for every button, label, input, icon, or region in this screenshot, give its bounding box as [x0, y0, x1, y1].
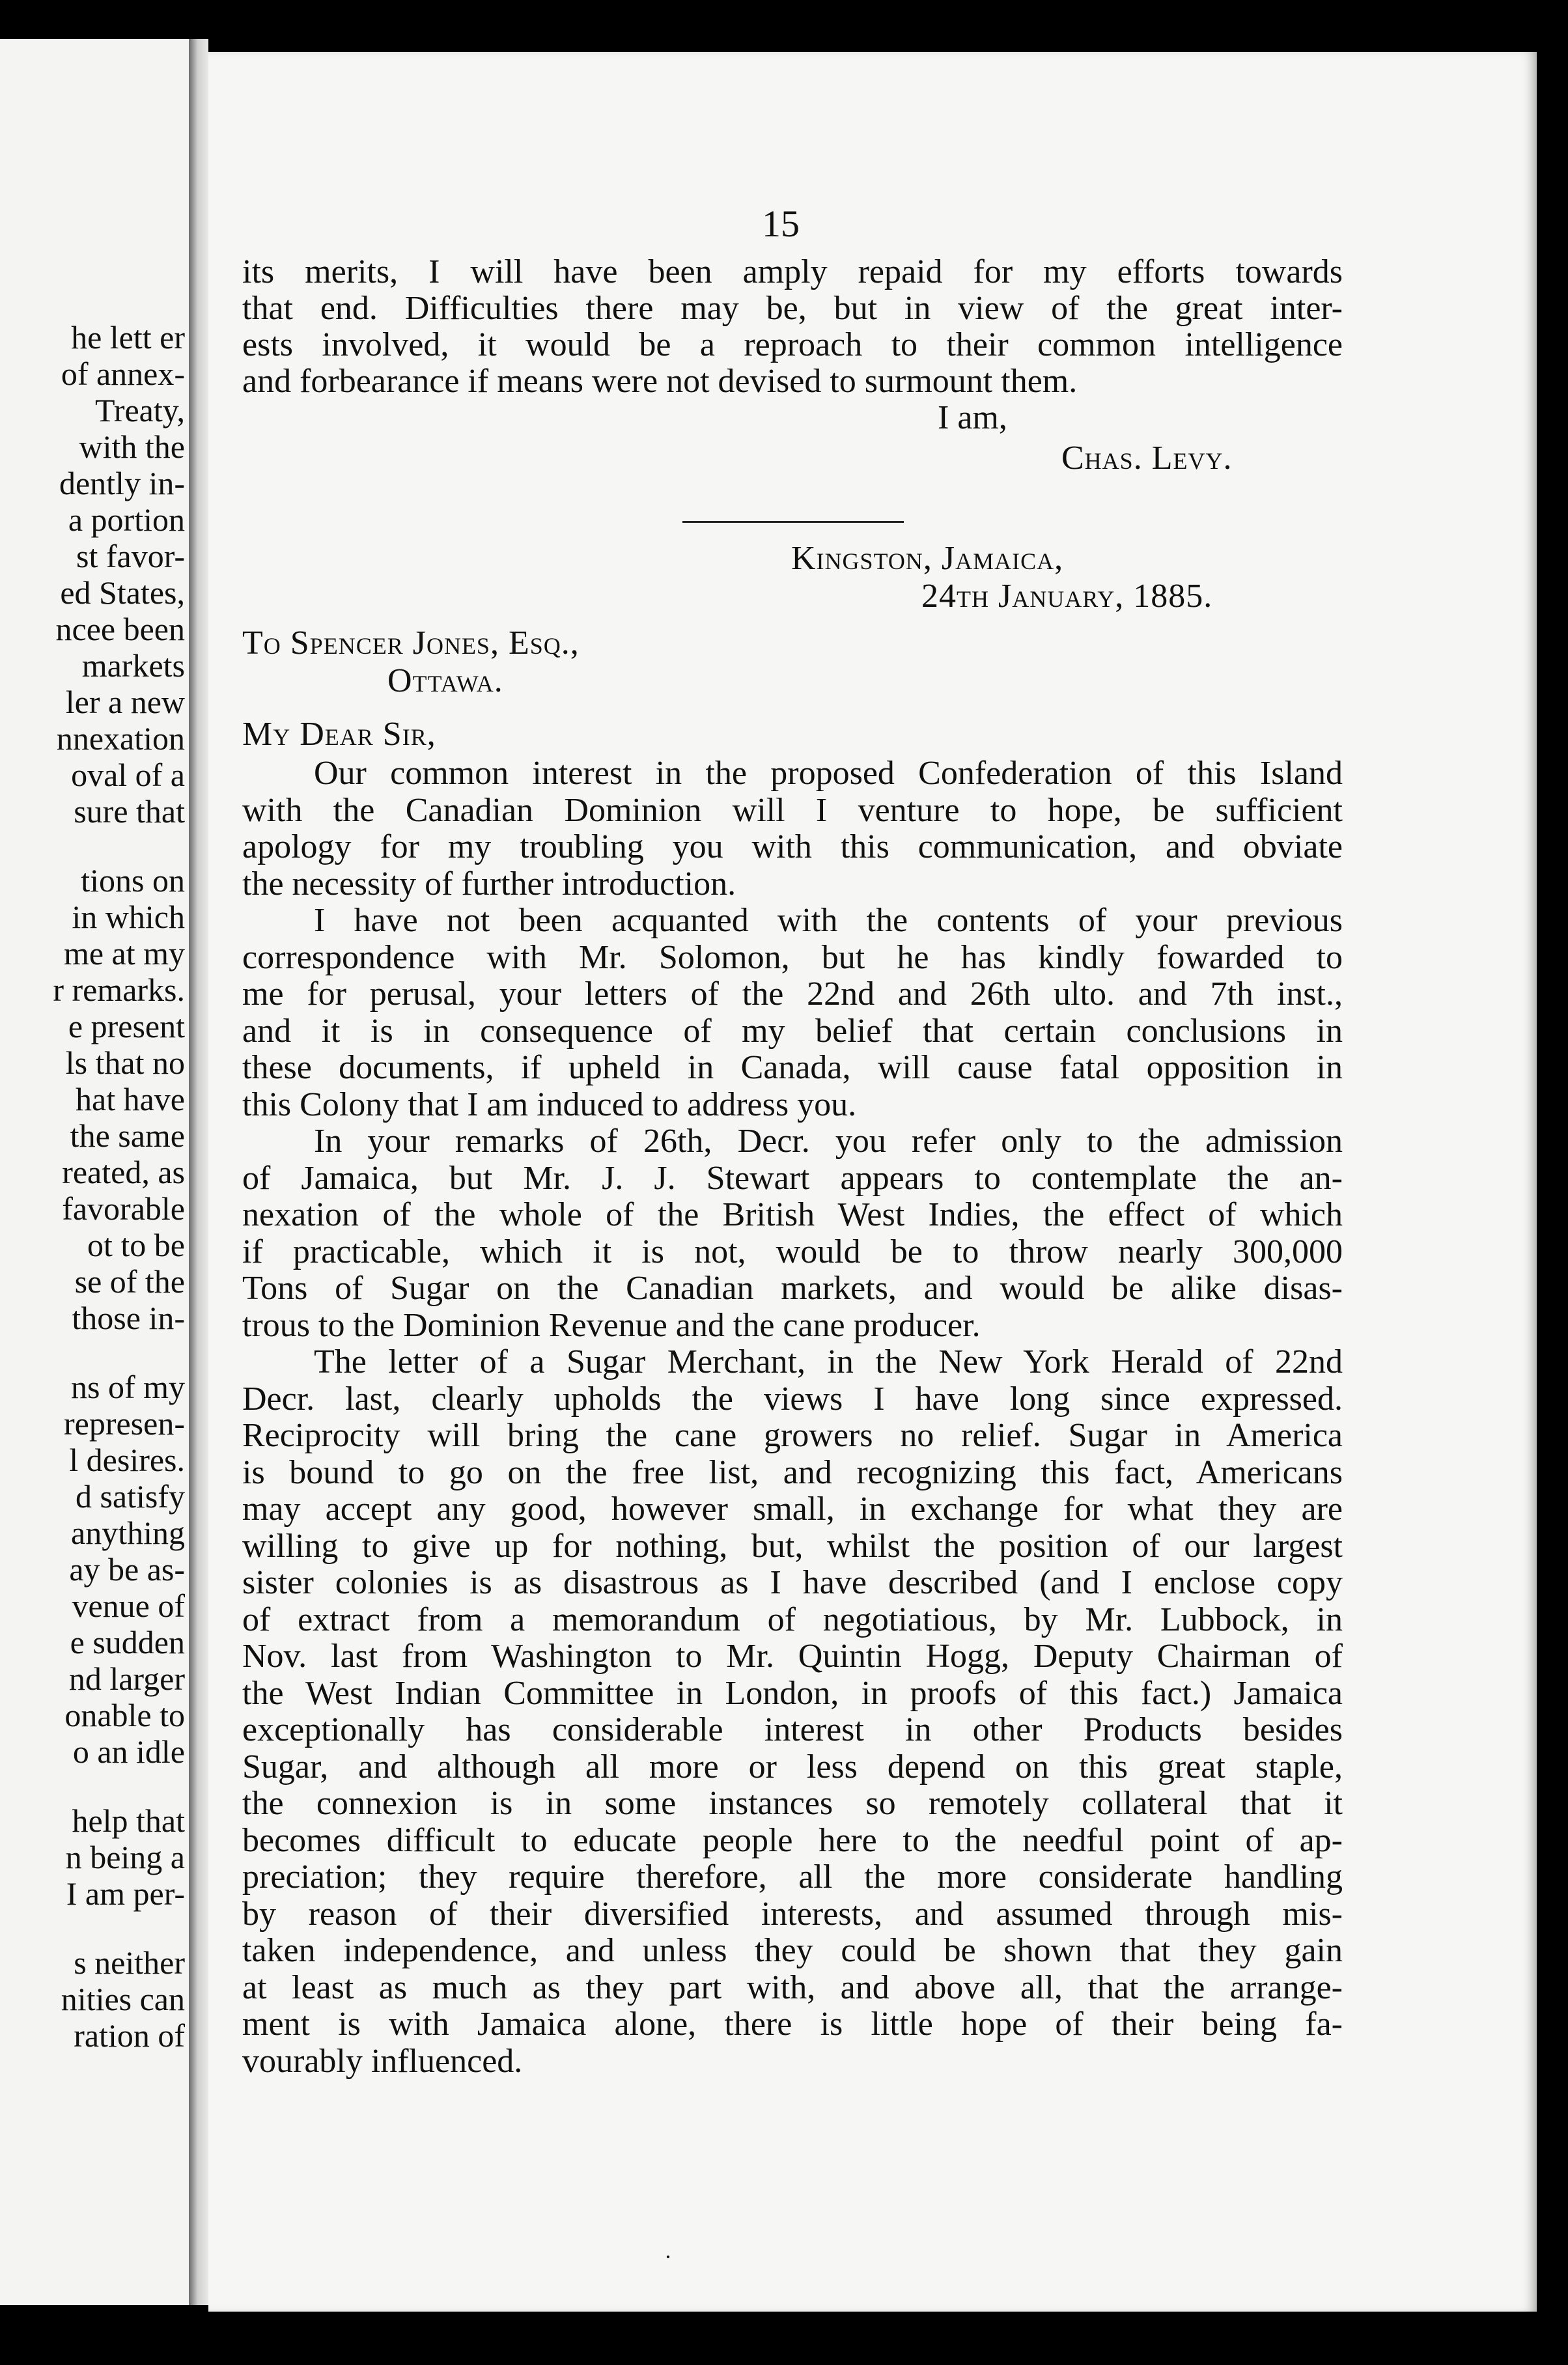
- left-page-line: onable to: [64, 1697, 185, 1733]
- left-page-line: anything: [71, 1515, 185, 1551]
- text-line: of extract from a memorandum of negotiatious, by Mr. Lubbock, in: [242, 1601, 1343, 1638]
- text-line: ment is with Jamaica alone, there is little hope of their being fa-: [242, 2006, 1343, 2043]
- left-page-line: r remarks.: [53, 972, 185, 1008]
- text-line: ests involved, it would be a reproach to their common intelligence: [242, 326, 1343, 363]
- left-page-line: s neither: [74, 1944, 185, 1981]
- text-line: with the Canadian Dominion will I venture to hope, be sufficient: [242, 791, 1343, 829]
- page: [208, 52, 1537, 2312]
- left-page-line: n being a: [65, 1839, 185, 1875]
- left-page-line: ration of: [74, 2017, 185, 2054]
- section-divider: [682, 521, 904, 523]
- text-line: Tons of Sugar on the Canadian markets, and would be alike disas-: [242, 1270, 1343, 1307]
- text-line: Reciprocity will bring the cane growers no relief. Sugar in America: [242, 1417, 1343, 1454]
- page-number: 15: [762, 203, 800, 245]
- left-page-line: e present: [68, 1008, 185, 1044]
- left-page-line: nities can: [61, 1981, 185, 2017]
- text-line: becomes difficult to educate people here to the needful point of ap-: [242, 1821, 1343, 1859]
- left-page-line: nnexation: [56, 720, 185, 757]
- text-line: and forbearance if means were not devised to surmount them.: [242, 363, 1078, 400]
- text-line: me for perusal, your letters of the 22nd and 26th ulto. and 7th inst.,: [242, 975, 1343, 1013]
- text-line: nexation of the whole of the British West Indies, the effect of which: [242, 1196, 1343, 1233]
- text-line: these documents, if upheld in Canada, will cause fatal opposition in: [242, 1049, 1343, 1086]
- text-line: at least as much as they part with, and above all, that the arrange-: [242, 1968, 1343, 2006]
- text-line: the necessity of further introduction.: [242, 865, 736, 903]
- text-line: vourably influenced.: [242, 2042, 523, 2080]
- salutation: My Dear Sir,: [242, 716, 436, 753]
- text-line: may accept any good, however small, in exchange for what they are: [242, 1490, 1343, 1528]
- left-page-line: favorable: [62, 1190, 185, 1227]
- book-gutter: [189, 39, 208, 2305]
- left-page-line: o an idle: [72, 1733, 185, 1770]
- left-page-line: st favor-: [76, 538, 185, 574]
- left-page-line: sure that: [74, 793, 185, 830]
- left-page-line: help that: [72, 1802, 185, 1839]
- text-line: trous to the Dominion Revenue and the cane producer.: [242, 1306, 981, 1344]
- left-page-line: ncee been: [55, 611, 185, 647]
- text-line: Sugar, and although all more or less depend on this great staple,: [242, 1748, 1343, 1785]
- left-page-line: l desires.: [69, 1442, 185, 1478]
- text-line: apology for my troubling you with this communication, and obviate: [242, 828, 1343, 865]
- text-line: In your remarks of 26th, Decr. you refer only to the admission: [314, 1123, 1343, 1160]
- left-page-line: those in-: [72, 1300, 185, 1336]
- text-line: the connexion is in some instances so remotely collateral that it: [242, 1785, 1343, 1822]
- left-page-line: represen-: [64, 1405, 185, 1442]
- text-line: by reason of their diversified interests, and assumed through mis-: [242, 1895, 1343, 1933]
- text-line: Our common interest in the proposed Confederation of this Island: [314, 755, 1343, 792]
- text-line: this Colony that I am induced to address you.: [242, 1085, 857, 1123]
- left-page-line: reated, as: [62, 1154, 185, 1190]
- text-line: correspondence with Mr. Solomon, but he has kindly fowarded to: [242, 938, 1343, 976]
- text-line: The letter of a Sugar Merchant, in the New York Herald of 22nd: [314, 1343, 1343, 1380]
- addressee-name: To Spencer Jones, Esq.,: [242, 624, 580, 662]
- left-page-line: d satisfy: [75, 1478, 185, 1515]
- left-page-line: he lett er: [71, 319, 185, 356]
- left-page-line: in which: [72, 899, 185, 935]
- text-line: exceptionally has considerable interest in other Products besides: [242, 1711, 1343, 1748]
- text-line: taken independence, and unless they could be shown that they gain: [242, 1932, 1343, 1969]
- dateline-date: 24th January, 1885.: [921, 578, 1213, 615]
- text-line: that end. Difficulties there may be, but in view of the great inter-: [242, 290, 1343, 327]
- addressee-city: Ottawa.: [387, 662, 503, 699]
- left-page-line: me at my: [63, 935, 185, 972]
- text-line: Nov. last from Washington to Mr. Quintin Hogg, Deputy Chairman of: [242, 1638, 1343, 1675]
- left-page-line: nd larger: [68, 1660, 185, 1697]
- letter-signature: Chas. Levy.: [1061, 440, 1233, 477]
- left-page-line: ler a new: [65, 684, 185, 720]
- text-line: of Jamaica, but Mr. J. J. Stewart appears to contemplate the an-: [242, 1159, 1343, 1197]
- text-line: if practicable, which it is not, would be to throw nearly 300,000: [242, 1233, 1343, 1270]
- text-line: willing to give up for nothing, but, whilst the position of our largest: [242, 1527, 1343, 1565]
- left-page-line: ls that no: [65, 1044, 185, 1081]
- left-page-line: hat have: [76, 1081, 185, 1117]
- left-page-line: I am per-: [66, 1875, 185, 1912]
- left-page-line: ot to be: [87, 1227, 185, 1263]
- text-line: its merits, I will have been amply repaid for my efforts towards: [242, 253, 1343, 290]
- text-line: sister colonies is as disastrous as I have described (and I enclose copy: [242, 1564, 1343, 1601]
- text-line: and it is in consequence of my belief that certain conclusions in: [242, 1012, 1343, 1050]
- letter-closing: I am,: [938, 399, 1007, 436]
- left-page-line: a portion: [68, 501, 185, 538]
- speck: ·: [664, 2244, 672, 2270]
- text-line: I have not been acquanted with the contents of your previous: [314, 902, 1343, 939]
- left-page-line: of annex-: [61, 356, 185, 392]
- left-page-line: the same: [70, 1117, 185, 1154]
- previous-page-fragment: [0, 39, 189, 2305]
- left-page-line: with the: [79, 428, 185, 465]
- text-line: the West Indian Committee in London, in proofs of this fact.) Jamaica: [242, 1674, 1343, 1712]
- left-page-line: ay be as-: [69, 1551, 185, 1588]
- left-page-line: venue of: [72, 1588, 185, 1624]
- left-page-line: dently in-: [59, 465, 185, 501]
- text-line: is bound to go on the free list, and recognizing this fact, Americans: [242, 1453, 1343, 1491]
- left-page-line: oval of a: [71, 757, 185, 793]
- text-line: Decr. last, clearly upholds the views I have long since expressed.: [242, 1380, 1343, 1418]
- left-page-line: e sudden: [70, 1624, 185, 1660]
- left-page-line: markets: [81, 647, 185, 684]
- left-page-line: ed States,: [60, 574, 185, 611]
- left-page-line: tions on: [81, 862, 185, 899]
- left-page-line: se of the: [74, 1263, 185, 1300]
- dateline-place: Kingston, Jamaica,: [791, 540, 1064, 577]
- left-page-line: ns of my: [71, 1369, 185, 1405]
- left-page-line: Treaty,: [95, 392, 185, 428]
- text-line: preciation; they require therefore, all the more considerate handling: [242, 1858, 1343, 1896]
